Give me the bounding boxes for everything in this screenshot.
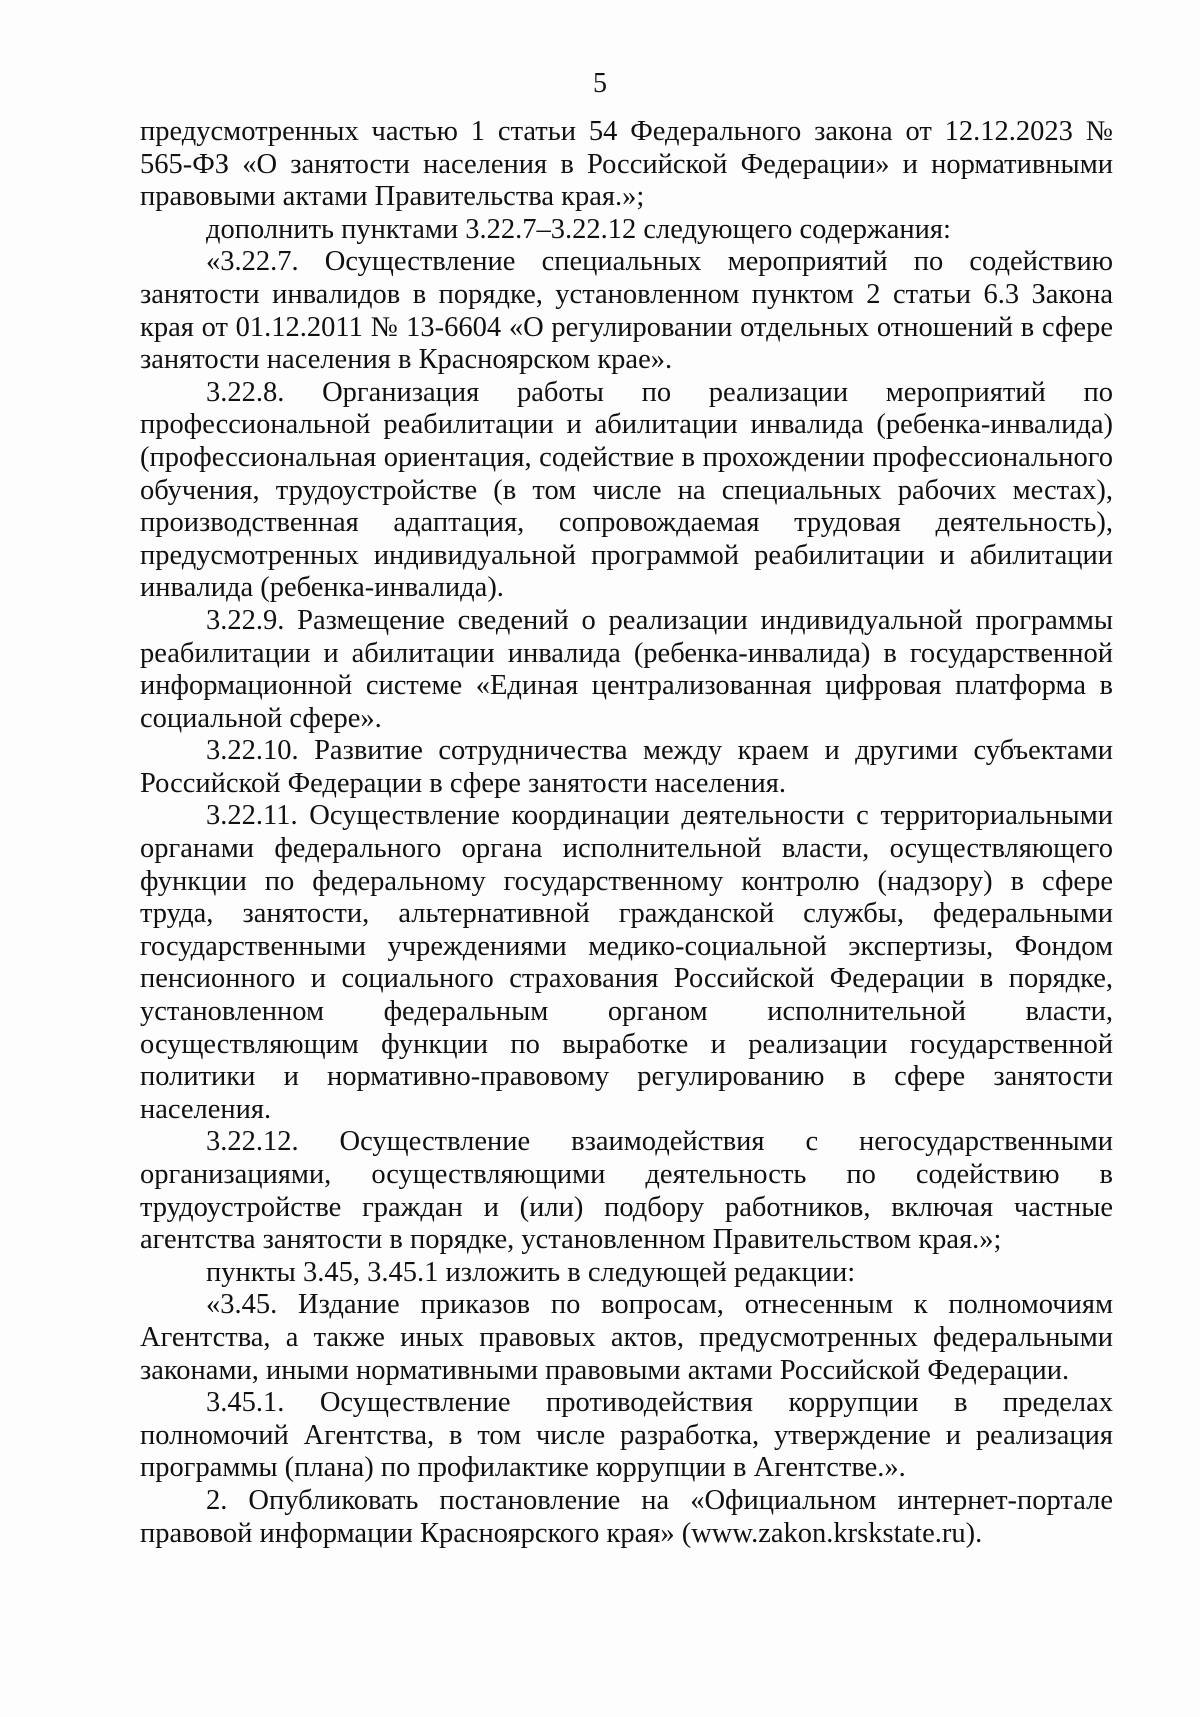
paragraph-3-22-7: «3.22.7. Осуществление специальных мероприятий по содействию занятости инвалидов в порядке, установленном пунктом 2 статьи 6.3 Закона края от 01.12.2011 № 13-6604 «О регулировании отдельных отношений в сфере занятости населения в Красноярском крае». [140, 246, 1113, 376]
paragraph-3-22-12: 3.22.12. Осуществление взаимодействия с негосударственными организациями, осуществляющими деятельность по содействию в трудоустройстве граждан и (или) подбору работников, включая частные агентства занятости в порядке, установленном Правительством края.»; [140, 1126, 1113, 1256]
paragraph-amendment-intro: дополнить пунктами 3.22.7–3.22.12 следующего содержания: [206, 213, 951, 245]
paragraph-publication: 2. Опубликовать постановление на «Официальном интернет-портале правовой информации Красноярского края» (www.zakon.krskstate.ru). [140, 1484, 1113, 1549]
paragraph-3-45: «3.45. Издание приказов по вопросам, отнесенным к полномочиям Агентства, а также иных правовых актов, предусмотренных федеральными законами, иными нормативными правовыми актами Российской Федерации. [140, 1289, 1113, 1386]
paragraph-3-22-11: 3.22.11. Осуществление координации деятельности с территориальными органами федерального органа исполнительной власти, осуществляющего функции по федеральному государственному контролю (надзору) в сфере труда, занятости, альтернативной гражданской службы, федеральными государственными учреждениями медико-социальной экспертизы, Фондом пенсионного и социального страхования Российской Федерации в порядке, установленном федеральным органом исполнительной власти, осуществляющим функции по выработке и реализации государственной политики и нормативно-правовому регулированию в сфере занятости населения. [140, 800, 1113, 1125]
paragraph-continuation: предусмотренных частью 1 статьи 54 Федерального закона от 12.12.2023 № 565-ФЗ «О занятости населения в Российской Федерации» и нормативными правовыми актами Правительства края.»; [140, 116, 1113, 213]
paragraph-3-45-1: 3.45.1. Осуществление противодействия коррупции в пределах полномочий Агентства, в том числе разработка, утверждение и реализация программы (плана) по профилактике коррупции в Агентстве.». [140, 1387, 1113, 1484]
paragraph-3-22-8: 3.22.8. Организация работы по реализации мероприятий по профессиональной реабилитации и абилитации инвалида (ребенка-инвалида) (профессиональная ориентация, содействие в прохождении профессионального обучения, трудоустройстве (в том числе на специальных рабочих местах), производственная адаптация, сопровождаемая трудовая деятельность), предусмотренных индивидуальной программой реабилитации и абилитации инвалида (ребенка-инвалида). [140, 376, 1113, 604]
paragraph-3-22-9: 3.22.9. Размещение сведений о реализации индивидуальной программы реабилитации и абилитации инвалида (ребенка-инвалида) в государственной информационной системе «Единая централизованная цифровая платформа в социальной сфере». [140, 604, 1113, 734]
document-body [140, 116, 1113, 1550]
page-number: 5 [593, 68, 607, 99]
paragraph-3-22-10: 3.22.10. Развитие сотрудничества между краем и другими субъектами Российской Федерации в сфере занятости населения. [140, 735, 1113, 799]
paragraph-amendment-3-45-intro: пункты 3.45, 3.45.1 изложить в следующей редакции: [206, 1256, 856, 1288]
